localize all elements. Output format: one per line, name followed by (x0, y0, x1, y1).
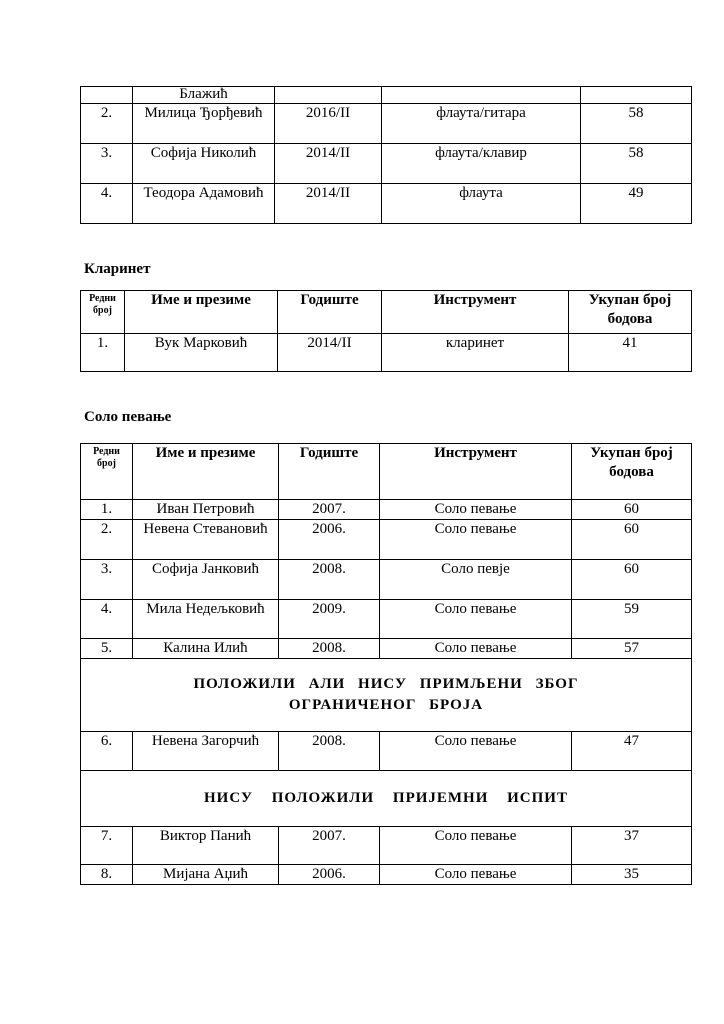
table-row (81, 184, 692, 224)
total-points: 60 (572, 560, 692, 600)
instrument: Соло певање (380, 865, 572, 885)
instrument: кларинет (382, 334, 569, 372)
total-points: 49 (581, 184, 692, 224)
section-heading-clarinet: Кларинет (84, 261, 151, 277)
instrument: Соло певје (380, 560, 572, 600)
header-row-number: Редни број (81, 444, 133, 500)
table-row (81, 639, 692, 659)
total-points: 35 (572, 865, 692, 885)
total-points: 60 (572, 500, 692, 520)
instrument: флаута/гитара (382, 104, 581, 144)
banner-row (81, 659, 692, 732)
instrument: Соло певање (380, 520, 572, 560)
birth-year: 2006. (279, 865, 380, 885)
total-points (581, 87, 692, 104)
total-points: 47 (572, 732, 692, 771)
row-number: 5. (81, 639, 133, 659)
row-number: 4. (81, 184, 133, 224)
birth-year: 2007. (279, 500, 380, 520)
table-row (81, 104, 692, 144)
header-year: Годиште (278, 291, 382, 334)
header-points: Укупан број бодова (569, 291, 692, 334)
header-instrument: Инструмент (380, 444, 572, 500)
birth-year: 2008. (279, 732, 380, 771)
row-number: 1. (81, 500, 133, 520)
row-number: 6. (81, 732, 133, 771)
birth-year: 2014/II (278, 334, 382, 372)
total-points: 58 (581, 144, 692, 184)
birth-year: 2008. (279, 560, 380, 600)
table-header-row (81, 444, 692, 500)
instrument (382, 87, 581, 104)
total-points: 41 (569, 334, 692, 372)
table-row (81, 865, 692, 885)
student-name: Невена Загорчић (133, 732, 279, 771)
table-row (81, 732, 692, 771)
table-header-row (81, 291, 692, 334)
solo-singing-table (80, 443, 692, 885)
table-row (81, 500, 692, 520)
birth-year: 2014/II (275, 144, 382, 184)
header-year: Годиште (279, 444, 380, 500)
total-points: 37 (572, 827, 692, 865)
birth-year: 2016/II (275, 104, 382, 144)
instrument: флаута/клавир (382, 144, 581, 184)
birth-year: 2006. (279, 520, 380, 560)
banner-row (81, 771, 692, 827)
student-name: Софија Николић (133, 144, 275, 184)
header-row-number: Редни број (81, 291, 125, 334)
section-heading-solo-singing: Соло певање (84, 409, 172, 425)
header-name: Име и презиме (125, 291, 278, 334)
birth-year: 2007. (279, 827, 380, 865)
row-number: 3. (81, 144, 133, 184)
student-name: Мила Недељковић (133, 600, 279, 639)
header-points: Укупан број бодова (572, 444, 692, 500)
instrument: Соло певање (380, 600, 572, 639)
table-row (81, 87, 692, 104)
passed-not-admitted-banner: ПОЛОЖИЛИ АЛИ НИСУ ПРИМЉЕНИ ЗБОГ ОГРАНИЧЕНОГ БРОЈА (81, 659, 692, 732)
student-name: Теодора Адамовић (133, 184, 275, 224)
birth-year: 2009. (279, 600, 380, 639)
row-number: 2. (81, 520, 133, 560)
total-points: 60 (572, 520, 692, 560)
row-number: 4. (81, 600, 133, 639)
header-name: Име и презиме (133, 444, 279, 500)
table-row (81, 334, 692, 372)
clarinet-table (80, 290, 692, 372)
flute-table (80, 86, 692, 224)
total-points: 58 (581, 104, 692, 144)
row-number (81, 87, 133, 104)
student-name: Невена Стевановић (133, 520, 279, 560)
failed-exam-banner: НИСУ ПОЛОЖИЛИ ПРИЈЕМНИ ИСПИТ (81, 771, 692, 827)
table-row (81, 600, 692, 639)
student-name: Милица Ђорђевић (133, 104, 275, 144)
student-name: Софија Јанковић (133, 560, 279, 600)
student-name: Блажић (133, 87, 275, 104)
total-points: 59 (572, 600, 692, 639)
student-name: Калина Илић (133, 639, 279, 659)
table-row (81, 144, 692, 184)
row-number: 8. (81, 865, 133, 885)
instrument: Соло певање (380, 732, 572, 771)
instrument: Соло певање (380, 500, 572, 520)
row-number: 1. (81, 334, 125, 372)
instrument: Соло певање (380, 639, 572, 659)
table-row (81, 827, 692, 865)
row-number: 3. (81, 560, 133, 600)
student-name: Вук Марковић (125, 334, 278, 372)
total-points: 57 (572, 639, 692, 659)
birth-year: 2014/II (275, 184, 382, 224)
row-number: 7. (81, 827, 133, 865)
birth-year (275, 87, 382, 104)
instrument: Соло певање (380, 827, 572, 865)
table-row (81, 560, 692, 600)
table-row (81, 520, 692, 560)
instrument: флаута (382, 184, 581, 224)
header-instrument: Инструмент (382, 291, 569, 334)
student-name: Виктор Панић (133, 827, 279, 865)
student-name: Иван Петровић (133, 500, 279, 520)
row-number: 2. (81, 104, 133, 144)
student-name: Мијана Аџић (133, 865, 279, 885)
birth-year: 2008. (279, 639, 380, 659)
